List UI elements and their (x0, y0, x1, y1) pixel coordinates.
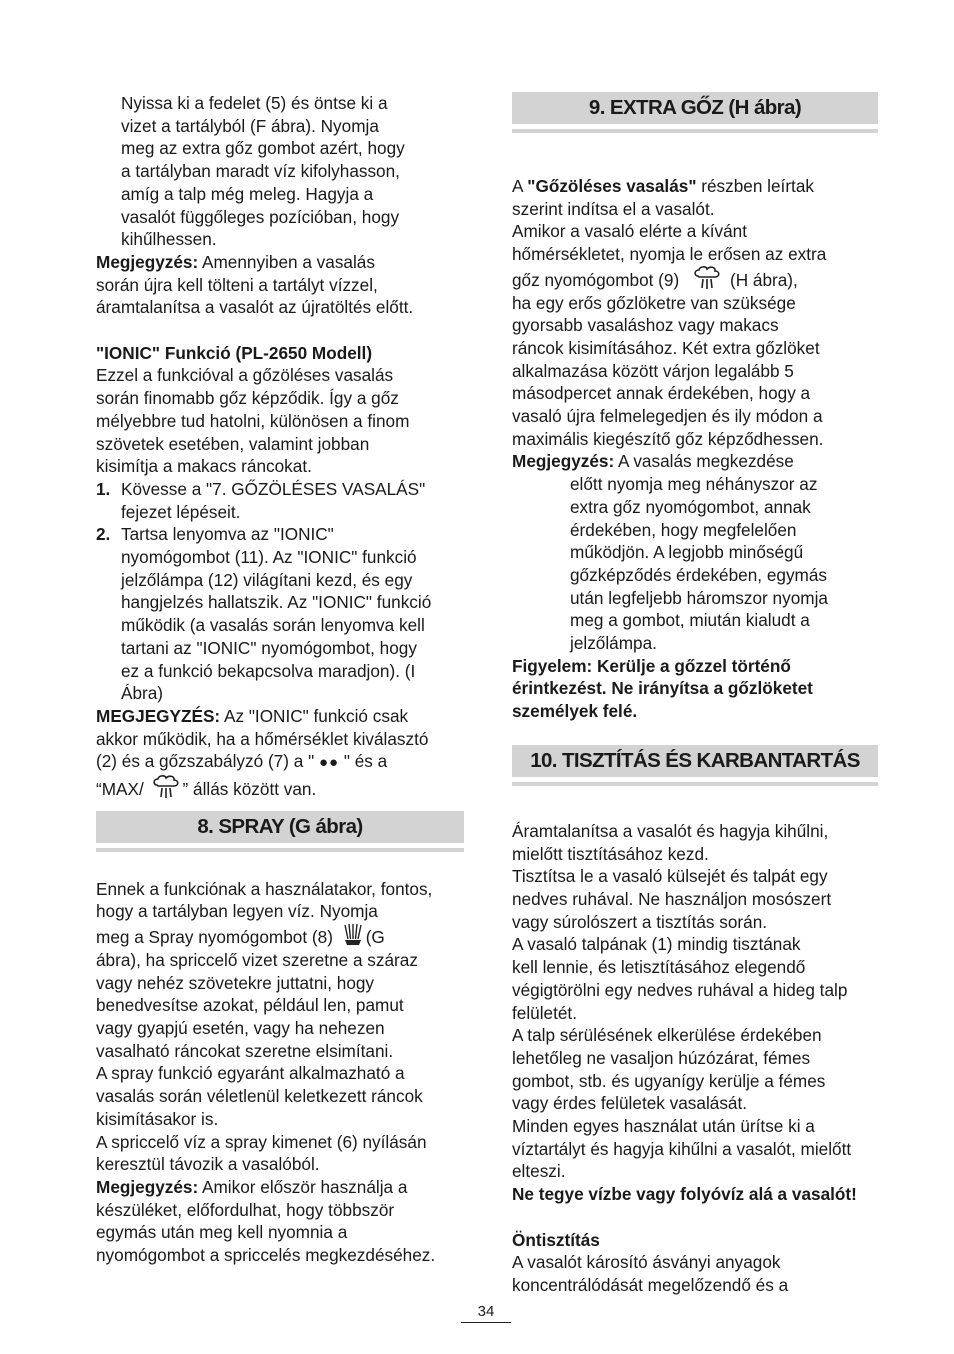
text-line: ez a funkció bekapcsolva maradjon). (I (121, 660, 416, 681)
text-line: tartani az "IONIC" nyomógombot, hogy (121, 637, 417, 658)
text-line: fejezet lépéseit. (121, 501, 241, 522)
text-line: alkalmazása között várjon legalább 5 (512, 360, 794, 381)
note-1-line: során újra kell tölteni a tartályt vízzel, (96, 274, 378, 295)
self-clean-text (512, 1251, 878, 1296)
cleaning-warning: Ne tegye vízbe vagy folyóvíz alá a vasalót! (512, 1184, 857, 1205)
text-line: A vasaló talpának (1) mindig tisztának (512, 934, 801, 955)
text-line: maximális kiegészítő gőz képződhessen. (512, 428, 824, 449)
text-line: vasalás során véletlenül keletkezett ráncok (96, 1086, 423, 1107)
note-3-line: készüléket, előfordulhat, hogy többször (96, 1199, 395, 1220)
text-line: vasalót függőleges pozícióban, hogy (121, 206, 400, 227)
text-line: gyorsabb vasaláshoz vagy makacs (512, 315, 779, 336)
text-line: Minden egyes használat után ürítse ki a (512, 1116, 815, 1137)
text-line: elteszi. (512, 1161, 566, 1182)
text-line: kisimításakor is. (96, 1108, 219, 1129)
text-line: A talp sérülésének elkerülése érdekében (512, 1025, 822, 1046)
text-line: lehetőleg ne vasaljon húzózárat, fémes (512, 1047, 811, 1068)
text-line: mielőtt tisztításához kezd. (512, 843, 709, 864)
extra-steam-intro: A "Gőzöléses vasalás" részben leírtak (512, 176, 814, 196)
step-2-text (121, 523, 431, 705)
text-line: vasaló újra felmelegedjen és ily módon a (512, 406, 823, 427)
text-line: jelzőlámpa. (570, 633, 657, 654)
text-line: meg a gombot, miután kialudt a (570, 610, 810, 631)
text-line: nyomógombot (11). Az "IONIC" funkció (121, 547, 417, 568)
extra-steam-text (512, 198, 878, 266)
text-line: működjön. A legjobb minőségű (570, 542, 804, 563)
text-line: extra gőz nyomógombot, annak (570, 496, 811, 517)
text-line: Figyelem: Kerülje a gőzzel történő (512, 655, 791, 676)
cleaning-heading: 10. TISZTÍTÁS ÉS KARBANTARTÁS (512, 745, 878, 782)
extra-steam-icon-line: gőz nyomógombot (9) (H ábra), (512, 266, 878, 292)
note-2-line: (2) és a gőzszabályzó (7) a " ●● " és a (96, 751, 388, 772)
steam-icon (152, 775, 180, 799)
text-line: előtt nyomja meg néhányszor az (570, 474, 818, 495)
text-line: hogy a tartályban legyen víz. Nyomja (96, 901, 378, 922)
text-line: kisimítja a makacs ráncokat. (96, 456, 312, 477)
drain-paragraph (96, 92, 464, 251)
extra-steam-note-text (512, 473, 878, 655)
note-3-line: egymás után meg kell nyomnia a (96, 1222, 348, 1243)
text-line: a tartályban maradt víz kifolyhasson, (121, 161, 400, 182)
note-3: Megjegyzés: Amikor először használja a (96, 1176, 408, 1197)
text-line: A vasalót károsító ásványi anyagok (512, 1252, 781, 1273)
note-1-line: áramtalanítsa a vasalót az újratöltés előtt. (96, 297, 414, 318)
text-line: hőmérsékletet, nyomja le erősen az extra (512, 244, 827, 265)
note-2-line: akkor működik, ha a hőmérséklet kiválasztó (96, 728, 429, 749)
text-line: kihűlhessen. (121, 229, 217, 250)
text-line: nedves ruhával. Ne használjon mosószert (512, 888, 832, 909)
page-number: 34 (461, 1302, 511, 1323)
step-2: 2. Tartsa lenyomva az "IONIC" nyomógombot (11). Az "IONIC" funkció jelzőlámpa (12) világítani kezd, és egy hangjelzés hallatszik. Az "IONIC" funkció működik (a vasalás során lenyomva kell tartani az "IONIC" nyomógombot, hogy ez a funkció bekapcsolva maradjon). (I Ábra) (96, 524, 432, 704)
text-line: Tisztítsa le a vasaló külsejét és talpát egy (512, 866, 828, 887)
text-line: Ezzel a funkcióval a gőzöléses vasalás (96, 365, 394, 386)
text-line: személyek felé. (512, 701, 638, 722)
text-line: ábra), ha spriccelő vizet szeretne a száraz (96, 949, 418, 970)
temperature-dots: ●● (318, 754, 340, 772)
steam-warning (512, 655, 878, 723)
extra-steam-heading: 9. EXTRA GŐZ (H ábra) (512, 92, 878, 129)
text-line: Nyissa ki a fedelet (5) és öntse ki a (121, 93, 388, 113)
left-column (96, 92, 464, 1267)
text-line: felületét. (512, 1002, 577, 1023)
extra-steam-note: Megjegyzés: A vasalás megkezdése (512, 451, 794, 472)
text-line: érdekében, hogy megfelelően (570, 519, 797, 540)
text-line: ráncok kisimításához. Két extra gőzlöket (512, 337, 820, 358)
text-line: működik (a vasalás során lenyomva kell (121, 615, 425, 636)
text-line: mélyebbre tud hatolni, különösen a finom (96, 410, 410, 431)
text-line: után legfeljebb háromszor nyomja (570, 587, 828, 608)
text-line: ha egy erős gőzlöketre van szüksége (512, 292, 796, 313)
text-line: meg az extra gőz gombot azért, hogy (121, 138, 405, 159)
text-line: Kövesse a "7. GŐZÖLÉSES VASALÁS" (121, 478, 426, 499)
text-line: vagy súrolószert a tisztítás során. (512, 911, 768, 932)
text-line: végigtörölni egy nedves ruhával a hideg talp (512, 979, 848, 1000)
text-line: koncentrálódását megelőzendő és a (512, 1274, 789, 1295)
text-line: gombot, stb. és ugyanígy kerülje a fémes (512, 1070, 826, 1091)
text-line: szerint indítsa el a vasalót. (512, 198, 715, 219)
note-2-line: “MAX/ ” állás között van. (96, 775, 464, 801)
text-line: vizet a tartályból (F ábra). Nyomja (121, 115, 379, 136)
text-line: kell lennie, és letisztításához elegendő (512, 957, 806, 978)
text-line: vagy nehéz szövetekre juttatni, hogy (96, 972, 375, 993)
step-1-text (121, 478, 425, 523)
note-3-line: nyomógombot a spriccelés megkezdéséhez. (96, 1245, 436, 1266)
text-line: amíg a talp még meleg. Hagyja a (121, 183, 374, 204)
cleaning-text (512, 820, 878, 1183)
text-line: víztartályt és hagyja kihűlni a vasalót, mielőtt (512, 1138, 852, 1159)
text-line: benedvesítse azokat, például len, pamut (96, 995, 404, 1016)
text-line: jelzőlámpa (12) világítani kezd, és egy (121, 569, 413, 590)
spray-heading: 8. SPRAY (G ábra) (96, 811, 464, 848)
text-line: A spriccelő víz a spray kimenet (6) nyílásán (96, 1131, 427, 1152)
text-line: keresztül távozik a vasalóból. (96, 1154, 320, 1175)
right-column (512, 92, 878, 1297)
spray-icon-line: meg a Spray nyomógombot (8) (G (96, 923, 464, 949)
note-1: Megjegyzés: Amennyiben a vasalás (96, 251, 375, 272)
text-line: Ábra) (121, 683, 164, 704)
note-2: MEGJEGYZÉS: Az "IONIC" funkció csak (96, 705, 409, 726)
extra-steam-text (512, 292, 878, 451)
spray-icon (341, 923, 363, 947)
text-line: vasalható ráncokat szeretne elsimítani. (96, 1040, 394, 1061)
text-line: vagy érdes felületek vasalását. (512, 1093, 748, 1114)
ionic-text (96, 364, 464, 478)
text-line: Áramtalanítsa a vasalót és hagyja kihűlni, (512, 820, 829, 841)
text-line: A spray funkció egyaránt alkalmazható a (96, 1063, 405, 1084)
text-line: gőzképződés érdekében, egymás (570, 564, 828, 585)
text-line: Amikor a vasaló elérte a kívánt (512, 221, 748, 242)
text-line: érintkezést. Ne irányítsa a gőzlöketet (512, 678, 813, 699)
text-line: hangjelzés hallatszik. Az "IONIC" funkció (121, 592, 432, 613)
text-line: Tartsa lenyomva az "IONIC" (121, 524, 334, 545)
text-line: során finomabb gőz képződik. Így a gőz (96, 388, 399, 409)
text-line: szövetek esetében, valamint jobban (96, 433, 370, 454)
spray-text (96, 949, 464, 1176)
self-clean-title: Öntisztítás (512, 1229, 600, 1250)
step-1: 1. Kövesse a "7. GŐZÖLÉSES VASALÁS" fejezet lépéseit. (96, 478, 426, 522)
steam-icon (692, 266, 722, 290)
text-line: Ennek a funkciónak a használatakor, fontos, (96, 878, 433, 899)
ionic-title: "IONIC" Funkció (PL-2650 Modell) (96, 342, 373, 363)
text-line: másodpercet annak érdekében, hogy a (512, 383, 811, 404)
spray-text (96, 878, 464, 923)
text-line: vagy gyapjú esetén, vagy ha nehezen (96, 1018, 385, 1038)
